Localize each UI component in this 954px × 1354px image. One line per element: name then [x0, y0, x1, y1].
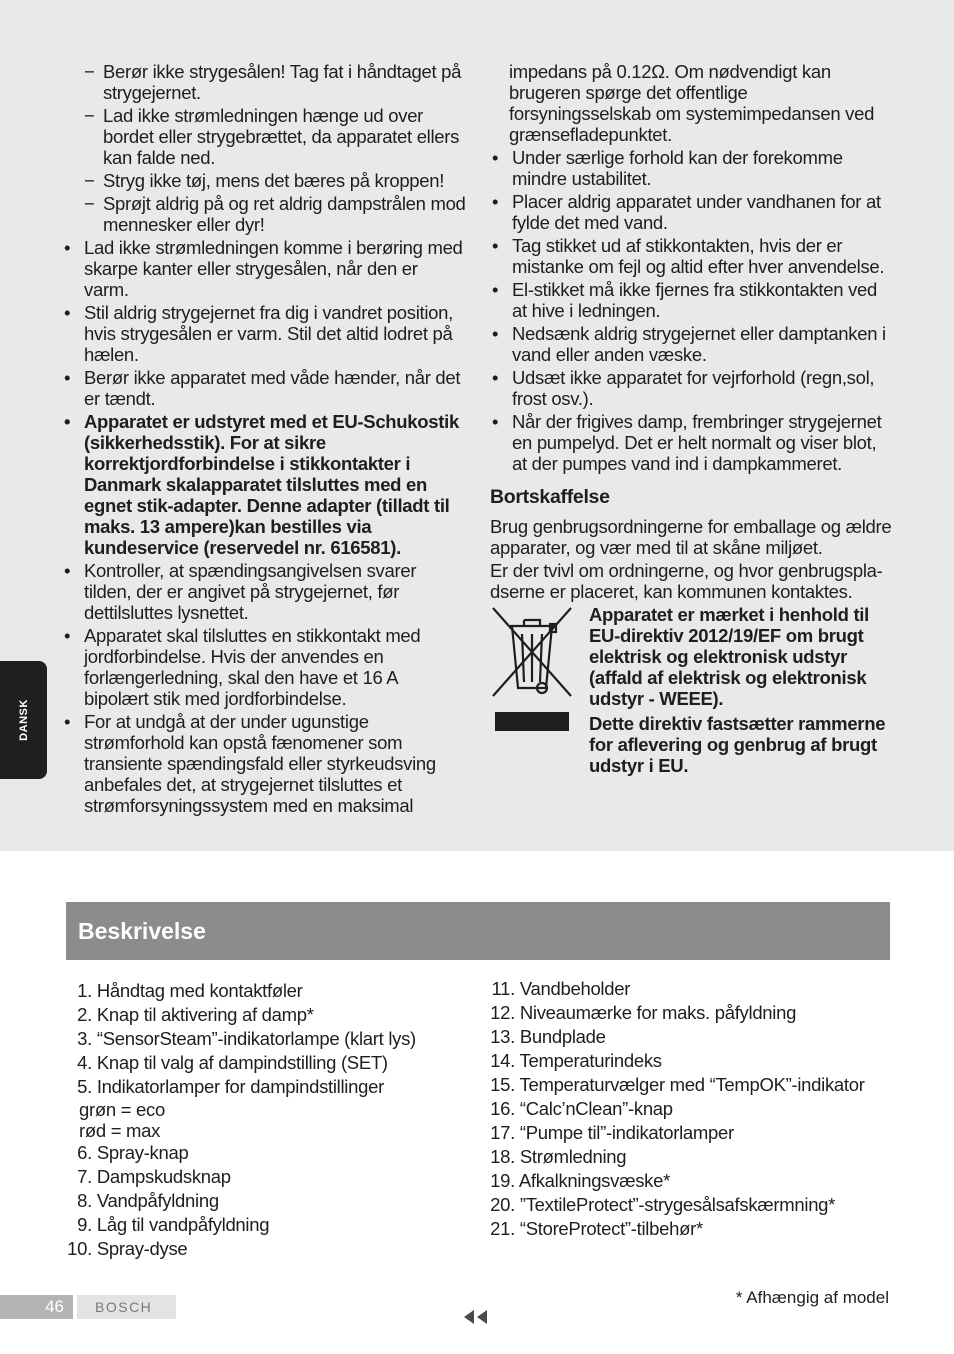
part-number: 19.: [490, 1170, 515, 1191]
bullet-text: Lad ikke strømledningen hænge ud over bordet eller strygebrættet, da apparatet ellers kan falde ned.: [103, 105, 460, 168]
part-label: “SensorSteam”-indikatorlampe (klart lys): [96, 1028, 416, 1049]
back-arrows-icon[interactable]: [462, 1308, 490, 1326]
part-number: 14.: [490, 1050, 515, 1071]
part-number: 6.: [77, 1142, 92, 1163]
part-number: 21.: [490, 1218, 515, 1239]
sub-bullet-item: [62, 170, 466, 191]
part-item: [490, 977, 900, 1001]
bullet-marker: −: [84, 170, 95, 191]
part-number: 3.: [77, 1028, 92, 1049]
bullet-item: [490, 279, 894, 321]
part-label: Vandpåfyldning: [96, 1190, 219, 1211]
part-item: [490, 1073, 900, 1097]
part-item: [490, 1049, 900, 1073]
bullet-item: [490, 411, 894, 474]
bullet-marker: •: [64, 560, 71, 581]
weee-notice: [490, 604, 894, 776]
part-label: Strømledning: [519, 1146, 627, 1167]
bullet-text: Apparatet skal tilsluttes en stikkontakt med jordforbindelse. Hvis der anvendes en forlængerledning, skal den have et 16 A bipolært stik med jordforbindelse.: [84, 625, 421, 709]
left-column: [62, 61, 466, 818]
part-label: “Pumpe til”-indikatorlamper: [519, 1122, 734, 1143]
part-number: 16.: [490, 1098, 515, 1119]
weee-paragraph-1: Apparatet er mærket i henhold til EU-direktiv 2012/19/EF om brugt elektrisk og elektronisk udstyr (affald af elektrisk og elektronisk udstyr - WEEE).: [589, 604, 869, 709]
bullet-marker: −: [84, 61, 95, 82]
bullet-text: Tag stikket ud af stikkontakten, hvis der er mistanke om fejl og altid efter hver anvendelse.: [512, 235, 885, 277]
section-header: [66, 902, 890, 960]
bullet-item: [490, 323, 894, 365]
part-item: [64, 1165, 464, 1189]
sub-bullet-item: [62, 61, 466, 103]
bold-bullet-item: [62, 411, 466, 558]
part-label: Bundplade: [519, 1026, 606, 1047]
bullet-text: Sprøjt aldrig på og ret aldrig dampstrålen mod mennesker eller dyr!: [103, 193, 466, 235]
part-label: Spray-knap: [96, 1142, 189, 1163]
right-column: [490, 61, 894, 780]
bullet-text: Placer aldrig apparatet under vandhanen for at fylde det med vand.: [512, 191, 881, 233]
bullet-marker: •: [64, 711, 71, 732]
bullet-item: [62, 302, 466, 365]
bullet-marker: −: [84, 193, 95, 214]
part-item: [64, 1213, 464, 1237]
bullet-text: Berør ikke apparatet med våde hænder, når det er tændt.: [84, 367, 461, 409]
bullet-item: [62, 560, 466, 623]
bullet-marker: •: [492, 235, 499, 256]
part-item: [490, 1121, 900, 1145]
bullet-text: Berør ikke strygesålen! Tag fat i håndtaget på strygejernet.: [103, 61, 462, 103]
part-item: [64, 1027, 464, 1051]
sub-bullet-item: [62, 105, 466, 168]
bullet-marker: •: [492, 279, 499, 300]
part-number: 18.: [490, 1146, 515, 1167]
part-number: 2.: [77, 1004, 92, 1025]
bullet-text: Stryg ikke tøj, mens det bæres på kroppen!: [103, 170, 445, 191]
part-label: Spray-dyse: [96, 1238, 188, 1259]
disposal-heading: Bortskaffelse: [490, 486, 610, 508]
part-item: [64, 1003, 464, 1027]
part-number: 8.: [77, 1190, 92, 1211]
part-number: 7.: [77, 1166, 92, 1187]
part-item: [64, 1075, 464, 1099]
disposal-paragraph-1: Brug genbrugsordningerne for emballage og ældre apparater, og vær med til at skåne miljøet.: [490, 516, 892, 558]
bullet-item: [62, 711, 466, 816]
part-number: 15.: [490, 1074, 515, 1095]
crossed-out-bin-icon: [490, 604, 574, 700]
part-label: “Calc’nClean”-knap: [519, 1098, 673, 1119]
part-label: Temperaturindeks: [519, 1050, 662, 1071]
part-label: Håndtag med kontaktføler: [96, 980, 303, 1001]
bullet-marker: •: [492, 323, 499, 344]
bullet-item: [490, 191, 894, 233]
part-number: 10.: [67, 1238, 92, 1259]
bullet-marker: •: [492, 411, 499, 432]
part-item: [490, 1025, 900, 1049]
part-number: 13.: [490, 1026, 515, 1047]
language-tab-label: DANSK: [17, 699, 30, 741]
disposal-paragraph-2: Er der tvivl om ordningerne, og hvor genbrugspla-dserne er placeret, kan kommunen kontaktes.: [490, 560, 883, 602]
part-label: Låg til vandpåfyldning: [96, 1214, 270, 1235]
part-item: [64, 1189, 464, 1213]
part-label: “StoreProtect”-tilbehør*: [519, 1218, 703, 1239]
part-item: [64, 1141, 464, 1165]
part-label: Niveaumærke for maks. påfyldning: [519, 1002, 797, 1023]
weee-text: [589, 604, 894, 776]
continuation-text: impedans på 0.12Ω. Om nødvendigt kan brugeren spørge det offentlige forsyningsselskab om systemimpedansen ved grænsefladepunktet.: [509, 61, 875, 145]
part-number: 5.: [77, 1076, 92, 1097]
part-number: 9.: [77, 1214, 92, 1235]
bullet-item: [490, 147, 894, 189]
page-number: 46: [45, 1297, 64, 1316]
sub-bullet-item: [62, 193, 466, 235]
bullet-text: Apparatet er udstyret med et EU-Schukostik (sikkerhedsstik). For at sikre korrektjordforbindelse i stikkontakter i Danmark skalapparatet tilsluttes med en egnet stik-adapter. Denne adapter (tilladt til maks. 13 ampere)kan bestilles via kundeservice (reservedel nr. 616581).: [84, 411, 459, 558]
bullet-text: Når der frigives damp, frembringer strygejernet en pumpelyd. Det er helt normalt og viser blot, at der pumpes vand ind i dampkammeret.: [512, 411, 882, 474]
right-bullets: [490, 147, 894, 474]
bullet-marker: •: [64, 367, 71, 388]
bullet-text: El-stikket må ikke fjernes fra stikkontakten ved at hive i ledningen.: [512, 279, 877, 321]
language-tab: [0, 661, 47, 779]
part-label: Afkalkningsvæske*: [518, 1170, 671, 1191]
bullet-item: [62, 625, 466, 709]
bullet-item: [62, 237, 466, 300]
bullet-item: [490, 235, 894, 277]
bullet-marker: •: [64, 302, 71, 323]
part-subline: rød = max: [79, 1120, 161, 1141]
weee-black-bar: [495, 712, 569, 731]
part-number: 11.: [491, 978, 515, 999]
part-number: 20.: [490, 1194, 515, 1215]
part-item: [490, 1169, 900, 1193]
part-item: [490, 1001, 900, 1025]
part-item: [64, 1237, 464, 1261]
part-label: Vandbeholder: [519, 978, 631, 999]
parts-list-left: [64, 979, 464, 1261]
brand-box: [77, 1295, 176, 1319]
bullet-text: Nedsænk aldrig strygejernet eller damptanken i vand eller anden væske.: [512, 323, 886, 365]
bullet-text: Lad ikke strømledningen komme i berøring med skarpe kanter eller strygesålen, når den er varm.: [84, 237, 463, 300]
part-label: ”TextileProtect”-strygesålsafskærmning*: [519, 1194, 836, 1215]
bullet-item: [490, 367, 894, 409]
brand-name: BOSCH: [95, 1299, 153, 1315]
page-number-box: [0, 1295, 73, 1319]
bullet-marker: −: [84, 105, 95, 126]
part-item: [64, 1051, 464, 1075]
bullet-marker: •: [64, 237, 71, 258]
bullet-item: [62, 367, 466, 409]
bullet-marker: •: [64, 625, 71, 646]
bullet-text: Under særlige forhold kan der forekomme mindre ustabilitet.: [512, 147, 843, 189]
part-label: Knap til aktivering af damp*: [96, 1004, 314, 1025]
footnote: * Afhængig af model: [735, 1288, 889, 1307]
section-title: Beskrivelse: [78, 918, 206, 944]
part-item: [64, 979, 464, 1003]
bullet-text: Kontroller, at spændingsangivelsen svarer tilden, der er angivet på strygejernet, før dettilsluttes lysnettet.: [84, 560, 417, 623]
bullet-marker: •: [492, 147, 499, 168]
part-subline: grøn = eco: [79, 1099, 165, 1120]
bullet-marker: •: [64, 411, 71, 432]
bullet-marker: •: [492, 191, 499, 212]
part-number: 12.: [490, 1002, 515, 1023]
parts-list-right: [490, 977, 900, 1241]
part-item: [490, 1097, 900, 1121]
part-label: Dampskudsknap: [96, 1166, 231, 1187]
part-label: Indikatorlamper for dampindstillinger: [96, 1076, 384, 1097]
part-item: [490, 1145, 900, 1169]
bullet-marker: •: [492, 367, 499, 388]
weee-paragraph-2: Dette direktiv fastsætter rammerne for aflevering og genbrug af brugt udstyr i EU.: [589, 713, 886, 776]
part-item: [490, 1193, 900, 1217]
part-label: Temperaturvælger med “TempOK”-indikator: [519, 1074, 865, 1095]
part-number: 4.: [77, 1052, 92, 1073]
bullet-text: Stil aldrig strygejernet fra dig i vandret position, hvis strygesålen er varm. Stil det altid lodret på hælen.: [84, 302, 453, 365]
bullet-text: For at undgå at der under ugunstige strømforhold kan opstå fænomener som transiente spændingsfald eller styrkeudsving anbefales det, at strygejernet tilsluttes et strømforsyningssystem med en maksimal: [84, 711, 436, 816]
part-item: [490, 1217, 900, 1241]
part-number: 1.: [77, 980, 92, 1001]
bullet-text: Udsæt ikke apparatet for vejrforhold (regn,sol, frost osv.).: [512, 367, 875, 409]
part-number: 17.: [490, 1122, 515, 1143]
part-label: Knap til valg af dampindstilling (SET): [96, 1052, 388, 1073]
